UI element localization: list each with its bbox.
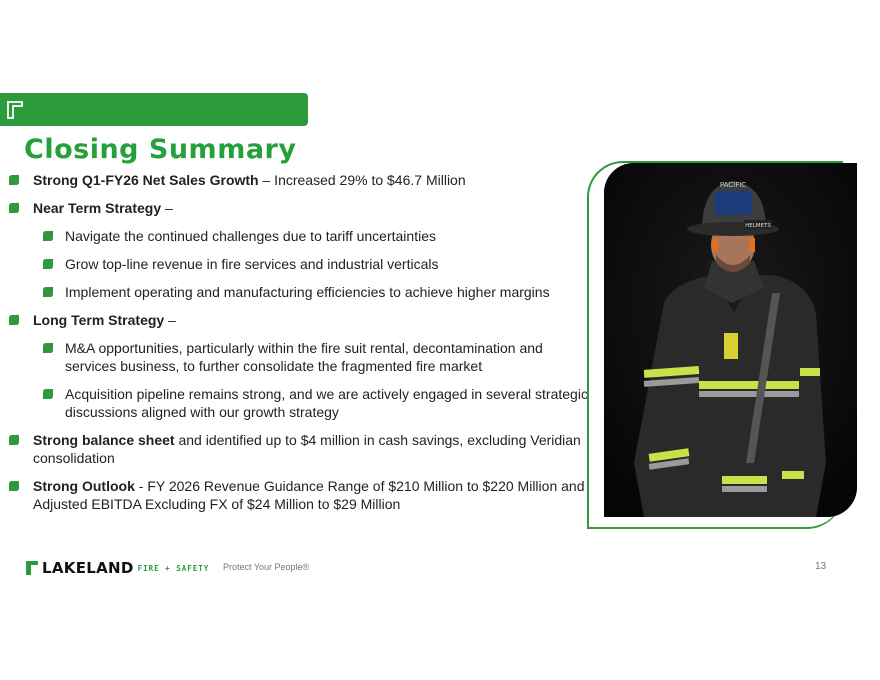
bullet-item xyxy=(0,311,590,329)
bullet-item xyxy=(0,199,590,217)
bullet-leaf-icon xyxy=(9,175,19,185)
bullet-text: M&A opportunities, particularly within the fire suit rental, decontamination and services business, to further consolidate the fragmented fire market xyxy=(65,340,543,374)
sub-bullet-item xyxy=(0,227,590,245)
bullet-leaf-icon xyxy=(43,343,53,353)
bullet-text: Navigate the continued challenges due to tariff uncertainties xyxy=(65,228,436,244)
sub-bullet-item xyxy=(0,283,590,301)
bullet-text: Grow top-line revenue in fire services and industrial verticals xyxy=(65,256,439,272)
sub-bullet-item xyxy=(0,385,590,421)
bullet-leaf-icon xyxy=(43,231,53,241)
bullet-bold-text: Strong Outlook xyxy=(33,478,135,494)
bullet-text: and identified up to $4 million in cash savings, excluding Veridian consolidation xyxy=(33,432,581,466)
bullet-leaf-icon xyxy=(9,315,19,325)
sub-bullet-item xyxy=(0,255,590,273)
corner-leaf-icon xyxy=(5,99,25,121)
bullet-item xyxy=(0,477,590,513)
header-accent-bar xyxy=(0,93,308,126)
bullet-text: – xyxy=(164,312,176,328)
sub-bullet-item xyxy=(0,339,590,375)
bullet-item xyxy=(0,431,590,467)
bullet-leaf-icon xyxy=(43,287,53,297)
bullet-leaf-icon xyxy=(43,389,53,399)
bullet-bold-text: Near Term Strategy xyxy=(33,200,162,216)
bullet-text: Implement operating and manufacturing efficiencies to achieve higher margins xyxy=(65,284,550,300)
bullet-bold-text: Strong Q1-FY26 Net Sales Growth xyxy=(33,172,259,188)
bullet-leaf-icon xyxy=(9,435,19,445)
bullet-text: Acquisition pipeline remains strong, and we are actively engaged in several strategic discussions aligned with our growth strategy xyxy=(65,386,588,420)
helmet-text: PACIFIC xyxy=(719,181,747,189)
bullet-text: – Increased 29% to $46.7 Million xyxy=(258,172,466,188)
footer-logo xyxy=(26,559,209,577)
firefighter-illustration xyxy=(604,163,857,517)
bullet-text: - FY 2026 Revenue Guidance Range of $210 Million to $220 Million and Adjusted EBITDA Excluding FX of $24 Million to $29 Million xyxy=(33,478,585,512)
bullet-leaf-icon xyxy=(9,481,19,491)
lakeland-logo-icon xyxy=(26,561,38,575)
bullet-leaf-icon xyxy=(43,259,53,269)
logo-wordmark: LAKELAND xyxy=(42,559,134,577)
helmet-badge-text: HELMETS xyxy=(745,223,771,229)
bullet-list xyxy=(0,171,590,523)
bullet-bold-text: Strong balance sheet xyxy=(33,432,175,448)
slide-title: Closing Summary xyxy=(24,134,297,165)
footer-tagline: Protect Your People® xyxy=(223,562,310,572)
page-number: 13 xyxy=(815,561,827,572)
firefighter-photo xyxy=(604,163,857,517)
bullet-text: – xyxy=(161,200,173,216)
logo-subtitle: FIRE + SAFETY xyxy=(137,563,210,573)
bullet-item xyxy=(0,171,590,189)
bullet-bold-text: Long Term Strategy xyxy=(33,312,165,328)
bullet-leaf-icon xyxy=(9,203,19,213)
